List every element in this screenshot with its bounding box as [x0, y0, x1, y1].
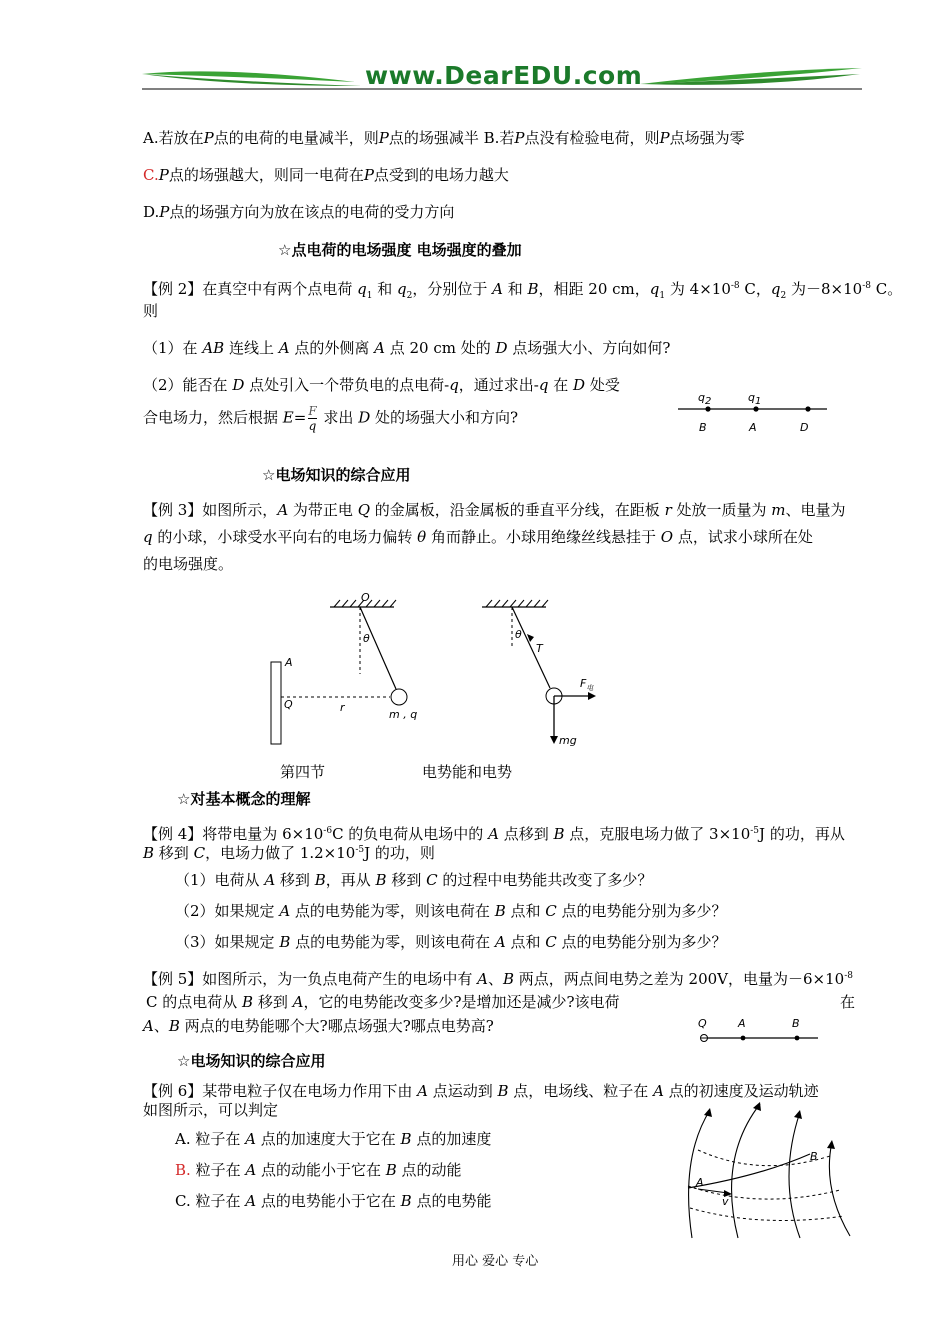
example-5-line-2: C 的点电荷从 B 移到 A，它的电势能改变多少?是增加还是减少?该电荷 [146, 993, 620, 1011]
field-line-3 [789, 1112, 800, 1238]
figure-pendulum-plate [262, 590, 422, 750]
label-a6: A [696, 1176, 704, 1189]
example-4-question-1: （1）电荷从 A 移到 B，再从 B 移到 C 的过程中电势能共改变了多少？ [175, 871, 653, 889]
example-6-option-c: C. 粒子在 A 点的电势能小于它在 B 点的电势能 [175, 1192, 492, 1210]
example-2-question-2-line-2: 合电场力，然后根据 E= $\frac{F}{q}$ 求出 D 处的场强大小和方向? [143, 404, 519, 433]
label-theta: θ [363, 632, 370, 645]
electric-field-lines [689, 1104, 850, 1238]
example-2-question-2: （2）能否在 D 点处引入一个带负电的点电荷-q，通过求出-q 在 D 处受 [143, 376, 620, 394]
label-b6: B [810, 1150, 818, 1163]
electric-force-arrowhead [588, 692, 596, 700]
fraction-f-over-q: $\frac{F}{q}$ [308, 404, 317, 433]
label-b5: B [792, 1017, 800, 1030]
point-d-dot [805, 406, 810, 411]
figure-qab-line [692, 1010, 822, 1050]
label-q5: Q [698, 1017, 707, 1030]
example-6-line-2: 如图所示，可以判定 [143, 1101, 279, 1119]
ceiling-hatch-2 [486, 600, 548, 607]
gravity-arrowhead [550, 736, 558, 744]
label-v6: v [722, 1195, 729, 1208]
label-o: O [361, 591, 370, 604]
point-a-dot [753, 406, 758, 411]
label-m-q: m , q [389, 708, 418, 721]
example-5-line-3: A、B 两点的电势能哪个大?哪点场强大?哪点电势高? [143, 1017, 494, 1035]
heading-point-charge-field: ☆点电荷的电场强度 电场强度的叠加 [278, 241, 522, 259]
example-3-line-2: q 的小球，小球受水平向右的电场力偏转 θ 角而静止。小球用绝缘丝线悬挂于 O 点，试求小球所在处 [143, 528, 813, 546]
label-a5: A [738, 1017, 746, 1030]
label-t: T [536, 642, 543, 655]
example-4-line-1: 【例 4】将带电量为 $6\times 10^{-6}C$ 的负电荷从电场中的 A 点移到 B 点，克服电场力做了 $3\times 10^{-5}J$ 的功，再从 [143, 825, 845, 843]
example-6-option-a: A. 粒子在 A 点的加速度大于它在 B 点的加速度 [175, 1130, 492, 1148]
example-6-line-1: 【例 6】某带电粒子仅在电场力作用下由 A 点运动到 B 点，电场线、粒子在 A 点的初速度及运动轨迹 [143, 1082, 819, 1100]
particle-trajectory [688, 1154, 810, 1188]
label-r: r [340, 701, 345, 714]
example-4-question-2: （2）如果规定 A 点的电势能为零，则该电荷在 B 点和 C 点的电势能分别为多少？ [175, 902, 727, 920]
point-a5-dot [741, 1036, 746, 1041]
answer-marker-c: C. [143, 166, 159, 184]
label-plate-a: A [285, 656, 293, 669]
point-b-dot [705, 406, 710, 411]
label-a: A [749, 421, 757, 434]
metal-plate [271, 662, 281, 744]
label-q: Q [284, 698, 293, 711]
option-c-line: C.P点的场强越大，则同一电荷在P点受到的电场力越大 [143, 166, 509, 184]
heading-comprehensive-application-2: ☆电场知识的综合应用 [177, 1052, 326, 1070]
figure-charges-line [672, 380, 832, 440]
label-theta-2: θ [515, 628, 522, 641]
example-2-line-2: 则 [143, 302, 159, 320]
label-d: D [800, 421, 809, 434]
equipotential-3 [690, 1208, 844, 1221]
example-5-line-2-end: 在 [840, 993, 856, 1011]
tension-line [512, 607, 550, 688]
brand-title[interactable]: www.DearEDU.com [365, 61, 643, 90]
field-arrowheads [704, 1102, 835, 1149]
label-mg: mg [559, 734, 577, 747]
figure-force-diagram [470, 590, 610, 750]
example-4-question-3: （3）如果规定 B 点的电势能为零，则该电荷在 A 点和 C 点的电势能分别为多少？ [175, 933, 727, 951]
example-2-question-1: （1）在 AB 连线上 A 点的外侧离 A 点 20 cm 处的 D 点场强大小、方向如何? [143, 339, 671, 357]
label-b: B [699, 421, 707, 434]
field-line-1 [689, 1110, 710, 1238]
example-2-line-1: 【例 2】在真空中有两个点电荷 $q_1$ 和 $q_2$，分别位于 A 和 B，相距 20 cm，$q_1$ 为 $4\times 10^{-8}$ C，$q_2$ 为$-8\times 10^{-8}$ C。 [143, 280, 903, 301]
example-3-line-1: 【例 3】如图所示，A 为带正电 Q 的金属板，沿金属板的垂直平分线，在距板 r 处放一质量为 m、电量为 [143, 501, 846, 519]
ball [391, 689, 407, 705]
label-q2: q2 [698, 391, 712, 407]
option-d-line: D.P点的场强方向为放在该点的电荷的受力方向 [143, 203, 455, 221]
section-number: 第四节 [280, 763, 326, 781]
heading-basic-concepts: ☆对基本概念的理解 [177, 790, 311, 808]
velocity-arrow [698, 1189, 728, 1193]
thread [360, 607, 396, 689]
equipotential-lines [688, 1150, 844, 1221]
example-4-line-2: B 移到 C，电场力做了 $1.2\times 10^{-5}J$ 的功，则 [143, 844, 435, 862]
label-f-electric: $F_电$ [580, 677, 594, 692]
equipotential-2 [688, 1186, 840, 1199]
answer-marker-b: B. [175, 1161, 191, 1179]
footer-text: 用心 爱心 专心 [452, 1254, 539, 1269]
heading-comprehensive-application-1: ☆电场知识的综合应用 [262, 466, 411, 484]
label-q1: q1 [748, 391, 762, 407]
point-b5-dot [795, 1036, 800, 1041]
field-line-4 [829, 1142, 850, 1236]
figure-field-lines [660, 1098, 860, 1243]
option-a-b-line: A.若放在P点的电荷的电量减半，则P点的场强减半 B.若P点没有检验电荷，则P点场强为零 [143, 129, 745, 147]
example-3-line-3: 的电场强度。 [143, 555, 234, 573]
example-5-line-1: 【例 5】如图所示，为一负点电荷产生的电场中有 A、B 两点，两点间电势之差为 200V，电量为$-6\times 10^{-8}$ [143, 970, 853, 988]
section-title: 电势能和电势 [422, 763, 513, 781]
field-line-2 [732, 1104, 760, 1238]
example-6-option-b: B. 粒子在 A 点的动能小于它在 B 点的动能 [175, 1161, 462, 1179]
